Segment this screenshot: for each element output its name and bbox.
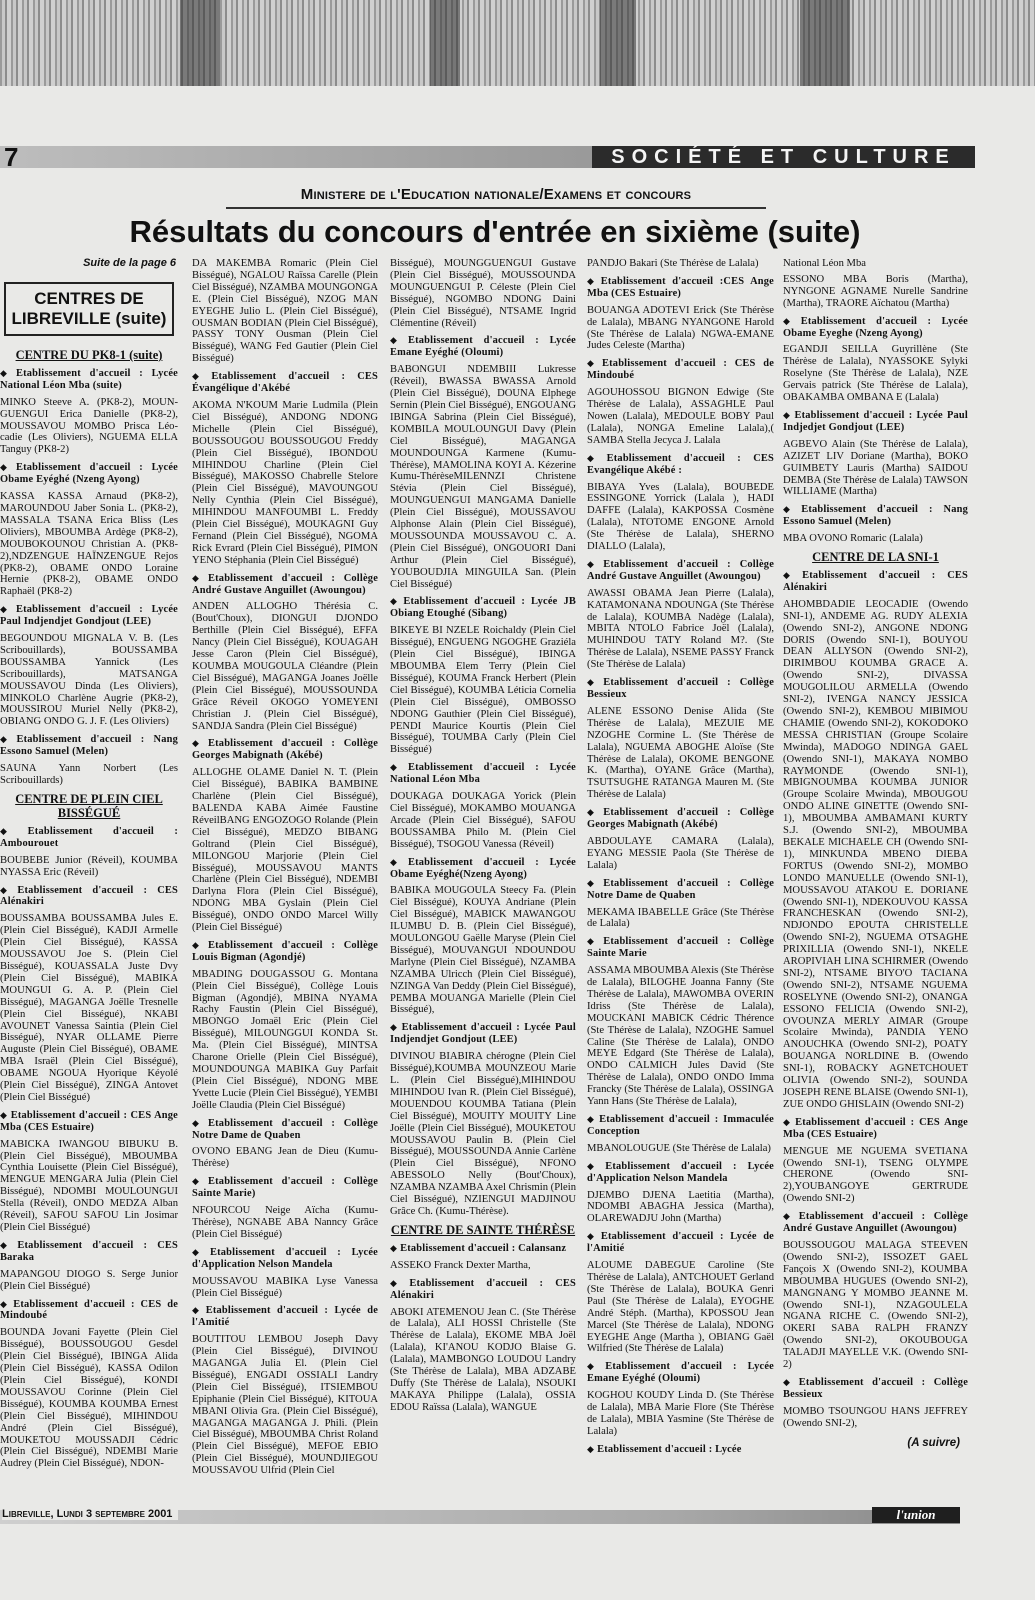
etablissement-label: Etablissement d'accueil : Lycée Emane Eyéghé (Oloumi) [587,1361,774,1385]
diamond-bullet-icon: ◆ [587,1231,598,1242]
student-list: AGBEVO Alain (Ste Thérèse de Lalala), AZIZET LIV Doriane (Martha), BOKO GUIMBETY Lauris (Martha) SAIDOU DEMBA (Ste Thérèse de Lalala) TAWSON WILLIAME (Martha) [783,438,968,498]
etablissement-label: Etablissement d'accueil : Lycée Obame Eyeghe (Nzeng Ayong) [783,315,968,339]
etablissement-heading [192,1305,378,1329]
student-list: BEGOUNDOU MIGNALA V. B. (Les Scribouillards), BOUSSAMBA BOUSSAMBA Yannick (Les Scribouillards), MATSANGA MOUSSAVOU Dinda (Les Oliviers), MINKOLO Charlène Augrie (PK8-2), MOUSSIROU Muriel Nelly (PK8-2), OBIANG ONDO G. J. F. (Les Oliviers) [0,633,178,728]
etablissement-heading [587,807,774,831]
etablissement-label: Etablissement d'accueil : CES Evangélique Akébé : [587,452,774,476]
scan-shadow [430,0,460,86]
etablissement-heading [0,826,178,850]
column-2-blocks [192,258,378,1477]
etablissement-heading [0,1110,178,1134]
etablissement-label: Etablissement d'accueil : Ambourouet [0,825,178,849]
diamond-bullet-icon: ◆ [0,462,13,473]
student-list: MBADING DOUGASSOU G. Montana (Plein Ciel Bisségué), Collège Louis Bigman (Agondjé), MBINA NYAMA Rachy Faustin (Plein Ciel Bisségué), MBONGO Jomaël Eric (Plein Ciel Bisségué), MILOUNGGUI KONDA St. Ma. (Plein Ciel Bisségué), MINTSA Charone Orielle (Plein Ciel Bisségué), MOUNDOUNGA MABIKA Guy Parfait (Plein Ciel Bisségué), NDONG MBE Yvette Lucie (Plein Ciel Bisségué), YEMBI Joëlle Claudia (Plein Ciel Bisségué) [192,968,378,1111]
diamond-bullet-icon: ◆ [0,884,15,895]
student-list: MEKAMA IBABELLE Grâce (Ste Thérèse de Lalala) [587,906,774,930]
footer-date: Libreville, Lundi 3 septembre 2001 [2,1508,178,1520]
etablissement-label: Etablissement d'accueil : Nang Essono Samuel (Melen) [0,734,178,758]
etablissement-heading [0,1240,178,1264]
etablissement-heading [783,316,968,340]
student-list: BOUANGA ADOTEVI Erick (Ste Thérèse de Lalala), MBANG NYANGONE Harold (Ste Thérèse de Lalala) NGWA-EMANE Judes Celeste (Martha) [587,304,774,352]
diamond-bullet-icon: ◆ [587,877,601,888]
student-list: BOUBEBE Junior (Réveil), KOUMBA NYASSA Eric (Réveil) [0,854,178,878]
student-list: EGANDJI SEILLA Guyrillène (Ste Thérèse de Lalala), NYASSOKE Sylyki Roselyne (Ste Thérèse de Lalala), NZE Gervais patrick (Ste Thérèse de Lalala), OBAKAMBA OMBANA E (Lalala) [783,344,968,404]
student-list: MBANOLOUGUE (Ste Thérèse de Lalala) [587,1142,771,1154]
etablissement-label: Etablissement d'accueil : Immaculée Conception [587,1114,774,1137]
etablissement-label: Etablissement d'accueil : Lycée Paul Indjedjet Gondjout (LEE) [783,409,968,433]
diamond-bullet-icon: ◆ [390,1277,407,1288]
etablissement-heading [192,1118,378,1142]
etablissement-heading [587,936,774,960]
diamond-bullet-icon: ◆ [0,1239,15,1250]
centre-heading: CENTRE DE LA SNI-1 [812,550,939,565]
column-2 [192,258,378,1578]
etablissement-heading [192,738,378,762]
etablissement-label: Etablissement d'accueil : Lycée Paul Indjendjet Gondjout (LEE) [0,604,178,628]
etablissement-label: Etablissement d'accueil : Nang Essono Samuel (Melen) [783,504,968,528]
student-list: AKOMA N'KOUM Marie Ludmila (Plein Ciel Bisségué), ANDONG NDONG Michelle (Plein Ciel Bisségué), BOUSSOUGOU BOUSSOUGOU Freddy (Plein Ciel Bisségué), IBONDOU MIHINDOU Charline (Plein Ciel Bisségué), MAKOSSO Chabrelle Stelore (Plein Ciel Bisségué), MAVOUNGOU Nelly Cynthia (Plein Ciel Bisségué), MIHINDOU MANFOUMBI L. Freddy (Plein Ciel Bisségué), MOUKAGNI Guy Fernand (Plein Ciel Bisségué), NGOMA Rick Evrard (Plein Ciel Bisségué), PIMON YENO Stéphania (Plein Ciel Bisségué) [192,399,378,566]
column-1-blocks [0,348,178,1470]
etablissement-label: Etablissement d'accueil : Collège Sainte Marie [587,936,774,960]
etablissement-label: Etablissement d'accueil : CES Évangélique d'Akébé [192,371,378,395]
diamond-bullet-icon: ◆ [192,1246,207,1257]
etablissement-label: Etablissement d'accueil : Lycée d'Application Nelson Mandela [587,1160,774,1184]
diamond-bullet-icon: ◆ [390,762,405,773]
student-list: BIBAYA Yves (Lalala), BOUBEDE ESSINGONE Yorrick (Lalala ), HADI DAFFE (Lalala), KAKPOSSA Cosmène (Lalala), NTOTOME ENGONE Arnold (Ste Thérèse de Lalala), SHERNO DIALLO (Lalala), [587,481,774,553]
student-list: ALENE ESSONO Denise Alida (Ste Thérèse de Lalala), MEZUIE ME NZOGHE Cormine L. (Ste Thérèse de Lalala), NGUEMA ABOGHE Aloïse (Ste Thérèse de Lalala), OKOME BENGONE K. (Martha), OYANE Grâce (Martha), TSUTSUGHE RATANGA Mauren M. (Ste Thérèse de Lalala) [587,705,774,801]
diamond-bullet-icon: ◆ [390,596,401,607]
etablissement-heading [587,276,774,300]
column-1 [0,258,178,1578]
diamond-bullet-icon: ◆ [390,335,405,346]
etablissement-heading [0,604,178,628]
etablissement-heading [0,368,178,392]
diamond-bullet-icon: ◆ [192,371,209,382]
etablissement-heading [587,878,774,902]
student-list: BOUSSOUGOU MALAGA STEEVEN (Owendo SNI-2), ISSOZET GAEL Fançois X (Owendo SNI-2), KOUMBA MBOUMBA HUGUES (Owendo SNI-2), MANGNANG Y MOMBO JEANNE M. (Owendo SNI-1), NZAGOULELA NGANA RICHE C. (Owendo SNI-2), OKERI SABA RALPH FRANZY (Owendo SNI-2), OKOUBOUGA TALADJI MAYELLE V.K. (Owendo SNI-2) [783,1239,968,1371]
etablissement-label: Etablissement d'accueil : Lycée [597,1443,742,1455]
etablissement-heading [390,762,576,786]
column-3-blocks [390,258,576,1414]
etablissement-label: Etablissement d'accueil : Collège Georges Mabignath (Akébé) [587,807,774,831]
diamond-bullet-icon: ◆ [783,409,792,420]
centre-heading: CENTRE DE PLEIN CIEL BISSÉGUÉ [15,791,163,820]
etablissement-heading [587,1161,774,1185]
diamond-bullet-icon: ◆ [587,677,601,688]
etablissement-label: Etablissement d'accueil : Lycée Paul Indjendjet Gondjout (LEE) [390,1022,576,1046]
diamond-bullet-icon: ◆ [390,1022,399,1033]
etablissement-label: Etablissement d'accueil : Collège Louis Bigman (Agondjé) [192,939,378,963]
etablissement-heading [192,573,378,597]
scan-shadow [800,0,850,86]
diamond-bullet-icon: ◆ [783,315,798,326]
etablissement-label: Etablissement d'accueil : Lycée JB Obiang Etoughé (Sibang) [390,596,576,620]
etablissement-heading [390,1243,576,1255]
etablissement-label: Etablissement d'accueil : CES Alénakiri [390,1277,576,1301]
etablissement-label: Etablissement d'accueil : Collège Georges Mabignath (Akébé) [192,738,378,762]
diamond-bullet-icon: ◆ [587,1160,603,1171]
etablissement-heading [783,1117,968,1141]
etablissement-label: Etablissement d'accueil : Collège Bessieux [587,677,774,700]
student-list: ABDOULAYE CAMARA (Lalala), EYANG MESSIE Paola (Ste Thérèse de Lalala) [587,835,774,871]
student-list: BABONGUI NDEMBIII Lukresse (Réveil), BWASSA BWASSA Arnold (Plein Ciel Bisségué), DOUNA Elphege Sernin (Plein Ciel Bisségué), ENGOUANG IBINGA Sabrina (Plein Ciel Bisségué), KOMBILA MOULOUNGUI Davy (Plein Ciel Bisségué), MAGANGA MOUNDOUNGA Karmene (Kumu-Thérèse), MAMOLINA KOYI A. Kézerine Kumu-ThérèseMILENNZI Christene Stévia (Plein Ciel Bisségué), MOUNGUENGUI MANGAMA Danielle (Plein Ciel Bisségué), MOUSSAVOU Alphonse Alain (Plein Ciel Bisségué), MOUSSOUNDA MOUSSAVOU C. A. (Plein Ciel Bisségué), ONGOUORI Dani Arthur (Plein Ciel Bisségué), YOUBOUDJIA MINGUILA San. (Plein Ciel Bisségué) [390,364,576,590]
diamond-bullet-icon: ◆ [783,1116,793,1127]
student-list: DIVINOU BIABIRA chérogne (Plein Ciel Bisségué),KOUMBA MOUNZEOU Marie L. (Plein Ciel Bisségué),MIHINDOU MIHINDOU Ivan R. (Plein Ciel Bisségué), MOUENDOU KOUMBA Tatiana (Plein Ciel Bisségué), MOUITY MOUITY Line Joëlle (Plein Ciel Bisségué), MOUKETOU MOUSSAVOU Paulin B. (Plein Ciel Bisségué), MOUSSOUNDA Annie Carlène (Plein Ciel Bisségué), NFONO ABESSOLO Nelly (Bout'Choux), NZAMBA NZAMBA Axel Chrismin (Plein Ciel Bisségué), NZIENGUI MADJINOU Grâce Ch. (Kumu-Thérèse). [390,1051,576,1217]
etablissement-heading [192,940,378,964]
etablissement-label: Etablissement d'accueil : Collège André Gustave Anguillet (Awoungou) [192,572,378,596]
etablissement-heading [192,1176,378,1200]
diamond-bullet-icon: ◆ [0,1109,8,1120]
etablissement-heading [390,596,576,620]
diamond-bullet-icon: ◆ [192,572,206,583]
etablissement-heading [0,734,178,758]
student-list: AGOUHOSSOU BIGNON Edwige (Ste Thérèse de Lalala), ASSAGHLE Paul Nowen (Lalala), MEDOULE BOBY Paul (Lalala), NONGA Emeline Lalala),( SAMBA Stella Jecyca J. Lalala [587,387,774,446]
student-list: BOUSSAMBA BOUSSAMBA Jules E. (Plein Ciel Bisségué), KADJI Armelle (Plein Ciel Bisségué), KASSA MOUSSAVOU Joe S. (Plein Ciel Bisségué), KOUASSALA Juste Dvy (Plein Ciel Bisségué), MABIKA MOUNGUI G. A. P. (Plein Ciel Bisségué), MAGANGA Joëlle Tresnelle (Plein Ciel Bisségué), NKABI AVOUNET Vanessa Saintia (Plein Ciel Bisségué), NYAR OLLAME Pierre Auguste (Plein Ciel Bisségué), OBAME MBA Israël (Plein Ciel Bisségué), OBAME NGOUA Hyorique Kéyolé (Plein Ciel Bisségué), ZINGA Antovet (Plein Ciel Bisségué) [0,913,178,1103]
student-list: MABICKA IWANGOU BIBUKU B. (Plein Ciel Bisségué), MBOUMBA Cynthia Louisette (Plein Ciel Bisségué), MENGUE MENGARA Julia (Plein Ciel Bisségué), NDOMBI MOULOUNGUI Stella (Réveil), ONDO MEDZA Alban (Réveil), SAFOU SAFOU Lin Josimar (Plein Ciel Bisségué) [0,1138,178,1233]
newspaper-page [0,86,1035,1600]
student-list: ALOUME DABEGUE Caroline (Ste Thérèse de Lalala), ANTCHOUET Gerland (Ste Thérèse de Lalala), BOUKA Genri Paul (Ste Thérèse de Lalala), EYOGHE André Stéph. (Martha), KPOSSOU Jean Marcel (Ste Thérèse de Lalala), NDONG EYEGHE Ange (Martha ), OBIANG Gaël Wilfried (Ste Thérèse de Lalala) [587,1260,774,1355]
etablissement-heading [192,1247,378,1271]
diamond-bullet-icon: ◆ [783,1376,796,1387]
scan-shadow [600,0,636,86]
etablissement-label: Etablissement d'accueil : CES de Mindoubé [587,358,774,382]
etablissement-label: Etablissement d'accueil : Lycée National Léon Mba [390,762,576,786]
student-list: DA MAKEMBA Romaric (Plein Ciel Bisségué), NGALOU Raïssa Carelle (Plein Ciel Bisségué), NZAMBA MOUNGONGA E. (Plein Ciel Bisségué), NZOG MAN EYEGHE Julio L. (Plein Ciel Bisségué), OUSMAN BODIAN (Plein Ciel Bisségué), PASSY TONY Ousman (Plein Ciel Bisségué), WANG Fed Gautier (Plein Ciel Bisségué) [192,258,378,365]
etablissement-heading [587,1231,774,1255]
continued-note: (A suivre) [907,1436,960,1449]
diamond-bullet-icon: ◆ [192,738,206,749]
student-list: ESSONO MBA Boris (Martha), NYNGONE AGNAME Nurelle Sandrine (Martha), TRAORE Aïchatou (Martha) [783,273,968,309]
section-title: SOCIÉTÉ ET CULTURE [592,146,975,168]
etablissement-label: Etablissement d'accueil : Calansanz [400,1242,567,1254]
etablissement-heading [390,1278,576,1302]
diamond-bullet-icon: ◆ [0,604,13,615]
student-list: MBA OVONO Romaric (Lalala) [783,533,923,545]
diamond-bullet-icon: ◆ [390,856,405,867]
scan-shadow [180,0,220,86]
etablissement-heading [0,1299,178,1323]
diamond-bullet-icon: ◆ [587,558,601,569]
etablissement-heading [783,1377,968,1401]
etablissement-label: Etablissement d'accueil : Collège Notre Dame de Quaben [192,1117,378,1141]
heading-rule [226,207,766,209]
student-list: ASSAMA MBOUMBA Alexis (Ste Thérèse de Lalala), BILOGHE Joanna Fanny (Ste Thérèse de Lalala), MAWOMBA OVERIN Idriss (Ste Thérèse de Lalala), MOUCKANI MABICK Cédric Thérence (Ste Thérèse de Lalala), NZOGHE Samuel Caline (Ste Thérèse de Lalala), ONDO MEYE Edgard (Ste Thérèse de Lalala), ONDO CALMICH Jules David (Ste Thérèse de Lalala), ONDO ONDO Imma Francky (Ste Thérèse de Lalala), OSSINGA Yann Hans (Ste Thérèse de Lalala), [587,965,774,1108]
student-list: MOMBO TSOUNGOU HANS JEFFREY (Owendo SNI-2), [783,1405,968,1429]
student-list: BABIKA MOUGOULA Steecy Fa. (Plein Ciel Bisségué), KOUYA Andriane (Plein Ciel Bisségué), MABICK MAWANGOU ILUMBU D. B. (Plein Ciel Bisségué), MOULONGOU Gaëlle Maryse (Plein Ciel Bisségué), MOUVANGUI NDOUNDOU Marlyne (Plein Ciel Bisségué), NZAMBA NZAMBA Ulricch (Plein Ciel Bisségué), NZINGA Van Deddy (Plein Ciel Bisségué), PEMBA MOUANGA Marielle (Plein Ciel Bisségué), [390,885,576,1016]
student-list: SAUNA Yann Norbert (Les Scribouillards) [0,763,178,786]
student-list: ALLOGHE OLAME Daniel N. T. (Plein Ciel Bisségué), BABIKA BAMBINE Charlène (Plein Ciel Bisségué), BALENDA KABA Aimée Faustine RéveilBANG ENGOZOGO Rolande (Plein Ciel Bisségué), MEDZO BIBANG Goltrand (Plein Ciel Bisségué), MILONGOU Marjorie (Plein Ciel Bisségué), MOUSSAVOU MANTS Charlène (Plein Ciel Bisségué), NDEMBI Darlyna Flora (Plein Ciel Bisségué), NDONG MBA Gyslain (Plein Ciel Bisségué), ONDO ONDO Marcel Willy (Plein Ciel Bisségué) [192,767,378,934]
student-list: DJEMBO DJENA Laetitia (Martha), NDOMBI ABAGHA Jessica (Martha), OLAREWADJU John (Martha) [587,1189,774,1225]
diamond-bullet-icon: ◆ [587,936,601,947]
etablissement-heading [587,559,774,583]
diamond-bullet-icon: ◆ [192,1117,206,1128]
etablissement-label: Etablissement d'accueil : Lycée Obame Eyéghé(Nzeng Ayong) [390,856,576,880]
etablissement-label: Etablissement d'accueil : Collège Sainte Marie) [192,1176,378,1200]
etablissement-heading [587,358,774,382]
etablissement-label: Etablissement d'accueil : CES Ange Mba (CES Estuaire) [0,1109,178,1133]
etablissement-label: Etablissement d'accueil : CES Ange Mba (CES Estuaire) [783,1116,968,1140]
etablissement-heading [783,1211,968,1235]
student-list: KOGHOU KOUDY Linda D. (Ste Thérèse de Lalala), MBA Marie Flore (Ste Thérèse de Lalala), MBIA Yasmine (Ste Thérèse de Lalala) [587,1390,774,1437]
student-list: MAPANGOU DIOGO S. Serge Junior (Plein Ciel Bisségué) [0,1268,178,1292]
diamond-bullet-icon: ◆ [0,1298,11,1309]
etablissement-heading [587,1114,774,1138]
etablissement-heading [390,857,576,881]
student-list: BOUTITOU LEMBOU Joseph Davy (Plein Ciel Bisségué), DIVINOU MAGANGA Julia El. (Plein Ciel Bisségué), ENGADI OSSIALI Landry (Plein Ciel Bisségué), ITSIEMBOU Epiphanie (Plein Ciel Bisségué), KITOUA MBANI Olivia Gra. (Plein Ciel Bisségué), MAGANGA MAGANGA J. Phili. (Plein Ciel Bisségué), MBOUMBA Christ Roland (Plein Ciel Bisségué), MEFOE EBIO (Plein Ciel Bisségué), MOUNDJIEGOU MOUSSAVOU Ulfrid (Plein Ciel [192,1334,378,1477]
diamond-bullet-icon: ◆ [587,1443,595,1454]
etablissement-label: Etablissement d'accueil : Collège Bessieux [783,1376,968,1400]
student-list: AWASSI OBAMA Jean Pierre (Lalala), KATAMONANA NDOUNGA (Ste Thérèse de Lalala), KOUMBA Nadège (Lalala), MBITA NTOLO Fabrice Joël (Lalala), MUHINDOU TATY Roland M?. (Ste Thérèse de Lalala), NSEME PASSY Franck (Ste Thérèse de Lalala) [587,587,774,671]
diamond-bullet-icon: ◆ [587,1361,603,1372]
column-4 [587,258,774,1578]
diamond-bullet-icon: ◆ [587,275,598,286]
student-list: BOUNDA Jovani Fayette (Plein Ciel Bisségué), BOUSSOUGOU Gesdel (Plein Ciel Bisségué), IBINGA Alida (Plein Ciel Bisségué), KASSA Odilon (Plein Ciel Bisségué), KONDI MOUSSAVOU Corinne (Plein Ciel Bisségué), KOUMBA KOUMBA Ernest (Plein Ciel Bisségué), MIHINDOU André (Plein Ciel Bisségué), MOUKETOU MOUSSADJI Cédric (Plein Ciel Bisségué), NDEMBI Marie Audrey (Plein Ciel Bisségué), NDON- [0,1327,178,1470]
diamond-bullet-icon: ◆ [587,807,601,818]
diamond-bullet-icon: ◆ [0,825,25,836]
diamond-bullet-icon: ◆ [192,939,206,950]
centre-heading: CENTRE DU PK8-1 (suite) [15,347,163,362]
etablissement-heading [587,1444,774,1456]
etablissement-label: Etablissement d'accueil : CES Alénakiri [0,884,178,908]
etablissement-heading [783,410,968,434]
student-list: DOUKAGA DOUKAGA Yorick (Plein Ciel Bisségué), MOKAMBO MOUANGA Arcade (Plein Ciel Bisségué), SAFOU BOUSSAMBA Philo M. (Plein Ciel Bisségué), TSOGOU Vanessa (Réveil) [390,791,576,850]
scan-top-edge [0,0,1035,86]
etablissement-heading [783,570,968,594]
etablissement-label: Etablissement d'accueil : Lycée de l'Amitié [192,1305,378,1329]
etablissement-heading [587,453,774,477]
student-list: AHOMBDADIE LEOCADIE (Owendo SNI-1), ANDEME AG. RUDY ALEXIA (Owendo SNI-2), ANGONE NDONG DORIS (Owendo SNI-1), BOUYOU DEAN ALLYSON (Owendo SNI-2), DIRIMBOU KOUMBA GRACE A. (Owendo SNI-2), DIVASSA MOUGOLILOU ARMELLA (Owendo SNI-2), IVENGA NANCY JESSICA (Owendo SNI-2), KEMBOU MIBIMOU CHAMIE (Owendo SNI-2), KOKODOKO MESSA CHRISTIAN (Groupe Scolaire Mwinda), MADOGO NDINGA GAEL (Owendo SNI-1), MAKAYA NOMBO RAYMONDE (Owendo SNI-1), MBIGNOUMBA KOUMBA JUNIOR (Groupe Scolaire Mwinda), MBOUGOU ONDO ALINE GINETTE (Owendo SNI-1), MBOUMBA AMBAMANI KURTY S.J. (Owendo SNI-2), MBOUMBA BEKALE MICHAELE CH (Owendo SNI-1), MINKUNDA MBENO DIEBA FORTUS (Owendo SNI-2), MOMBO LONDO MANUELLE (Owendo SNI-1), MOUSSAVOU ATAKOU E. DORIANE (Owendo SNI-1), NDEKOUVOU KASSA FRANCHESKAN (Owendo SNI-2), NDJONDO EPOUTA CHRISTELLE (Owendo SNI-2), NGUEMA OTSAGHE PRIXILLIA (Owendo SNI-1), NKELE AROPIVIAH LINA SCHIRMER (Owendo SNI-2), NTSAME BIYO'O TACIANA (Owendo SNI-2), NTSAME NGUEMA ROSELYNE (Owendo SNI-2), ONANGA ESSONO FELICIA (Owendo SNI-2), OVOUNZA MERLY AIMAR (Groupe Scolaire Mwinda), PANDIA YENO ANOUCHKA (Owendo SNI-2), POATY BOUANGA NORLDINE B. (Owendo SNI-1), ROBACKY AGNETCHOUET OLIVIA (Owendo SNI-2), SOUNDA JOSEPH RENE BLAISE (Owendo SNI-1), ZUE ONDO GHISLAIN (Owendo SNI-2) [783,598,968,1110]
ministry-heading: Ministere de l'Education nationale/Examens et concours [300,186,692,203]
etablissement-label: Etablissement d'accueil : CES Alénakiri [783,570,968,593]
student-list: NFOURCOU Neige Aïcha (Kumu-Thérèse), NGNABE ABA Nanncy Grâce (Plein Ciel Bisségué) [192,1205,378,1240]
student-list: MENGUE ME NGUEMA SVETIANA (Owendo SNI-1), TSENG OLYMPE CHERONE (Owendo SNI-2),YOUBANGOYE GERTRUDE (Owendo SNI-2) [783,1145,968,1205]
diamond-bullet-icon: ◆ [587,358,600,369]
column-4-blocks [587,258,774,1456]
etablissement-label: Etablissement d'accueil : CES de Mindoubé [0,1298,178,1322]
column-3 [390,258,576,1578]
newspaper-logo: l'union [872,1507,960,1523]
student-list: MOUSSAVOU MABIKA Lyse Vanessa (Plein Ciel Bisségué) [192,1275,378,1299]
student-list: ASSEKO Franck Dexter Martha, [390,1259,531,1271]
column-5 [783,258,968,1578]
etablissement-label: Etablissement d'accueil : Lycée Emane Eyéghé (Oloumi) [390,335,576,359]
suite-note: Suite de la page 6 [83,258,176,269]
section-box: CENTRES DE LIBREVILLE (suite) [4,282,174,336]
etablissement-heading [0,462,178,486]
etablissement-heading [587,677,774,701]
page-number: 7 [4,142,19,172]
etablissement-heading [587,1361,774,1385]
diamond-bullet-icon: ◆ [390,1242,398,1253]
etablissement-label: Etablissement d'accueil : Lycée National Léon Mba (suite) [0,367,178,391]
student-list: ANDEN ALLOGHO Thérésia C. (Bout'Choux), DIONGUI DJONDO Berthille (Plein Ciel Bisségué), EFFA Nancy (Plein Ciel Bisségué), KOUAGAH Jesse Caron (Plein Ciel Bisségué), KOUMBA MOUGOULA Cléandre (Plein Ciel Bisségué), MAGANGA Joanes Joëlle (Plein Ciel Bisségué), MOUSSOUNDA Grâce Réveil OKOGO YOMEYENI Christian J. (Plein Ciel Bisségué), SANDJA Sandra (Plein Ciel Bisségué) [192,601,378,732]
etablissement-label: Etablissement d'accueil : Collège André Gustave Anguillet (Awoungou) [587,558,774,582]
headline: Résultats du concours d'entrée en sixième (suite) [129,214,861,249]
student-list: Bisségué), MOUNGGUENGUI Gustave (Plein Ciel Bisségué), MOUSSOUNDA MOUNGUENGUI P. Céleste (Plein Ciel Bisségué), NGOMBO NDONG Daini (Plein Ciel Bisségué), NTSAME Ingrid Clémentine (Réveil) [390,258,576,329]
etablissement-heading [390,1022,576,1046]
student-list: KASSA KASSA Arnaud (PK8-2), MAROUNDOU Jaber Sonia L. (PK8-2), MASSALA TSANA Erica Bliss (Les Oliviers), MBOUMBA Ardège (PK8-2), MOUBOKOUNOU Christian A. (PK8-2),NDZENGUE HAÏNZENGUE Rejos (PK8-2), OBAME ONDO Loraine Hernie (PK8-2), OBAME ONDO Raphaël (PK8-2) [0,491,178,598]
student-list: OVONO EBANG Jean de Dieu (Kumu-Thérèse) [192,1146,378,1170]
student-list: ABOKI ATEMENOU Jean C. (Ste Thérèse de Lalala), ALI HOSSI Christelle (Ste Thérèse de Lalala), EKOME MBA Joël (Lalala), KI'ANOU KODJO Blaise G. (Lalala), MAMBONGO LOUDOU Landry (Ste Thérèse de Lalala), MBA ADZABE Duffy (Ste Thérèse de Lalala), NSOUKI MAKAYA Philippe (Lalala), OSSIA EDOU Raïssa (Lalala), WANGUE [390,1306,576,1413]
diamond-bullet-icon: ◆ [192,1176,206,1187]
diamond-bullet-icon: ◆ [192,1305,203,1316]
etablissement-heading [783,504,968,528]
student-list: MINKO Steeve A. (PK8-2), MOUN-GUENGUI Erica Danielle (PK8-2), MOUSSAVOU MOMBO Prisca Léo-cadie (Les Oliviers), NGUEMA ELLA Tanguy (PK8-2) [0,396,178,456]
etablissement-label: Etablissement d'accueil : Lycée Obame Eyéghé (Nzeng Ayong) [0,462,178,486]
etablissement-heading [0,885,178,909]
etablissement-label: Etablissement d'accueil : Collège Notre Dame de Quaben [587,877,774,901]
etablissement-label: Etablissement d'accueil : Collège André Gustave Anguillet (Awoungou) [783,1211,968,1235]
etablissement-label: Etablissement d'accueil : Lycée de l'Amitié [587,1231,774,1255]
student-list: National Léon Mba [783,258,866,269]
column-5-blocks [783,258,968,1430]
diamond-bullet-icon: ◆ [587,452,604,463]
diamond-bullet-icon: ◆ [783,504,799,515]
diamond-bullet-icon: ◆ [783,1211,796,1222]
diamond-bullet-icon: ◆ [587,1114,597,1124]
etablissement-heading [192,371,378,395]
etablissement-label: Etablissement d'accueil : CES Baraka [0,1239,178,1263]
student-list: PANDJO Bakari (Ste Thérèse de Lalala) [587,258,759,269]
etablissement-label: Etablissement d'accueil :CES Ange Mba (CES Estuaire) [587,275,774,299]
diamond-bullet-icon: ◆ [0,734,14,745]
etablissement-label: Etablissement d'accueil : Lycée d'Application Nelson Mandela [192,1246,378,1270]
diamond-bullet-icon: ◆ [0,367,13,378]
centre-heading: CENTRE DE SAINTE THÉRÈSE [390,1222,576,1237]
etablissement-heading [390,335,576,359]
diamond-bullet-icon: ◆ [783,570,800,581]
student-list: BIKEYE BI NZELE Roichaldy (Plein Ciel Bisségué), ENGUENG NGOGHE Graziéla (Plein Ciel Bisségué), IBINGA MBOUMBA Elem Terry (Plein Ciel Bisségué), KOUMA Franck Herbert (Plein Ciel Bisségué), KOUMBA Léticia Cornelia (Plein Ciel Bisségué), OMBOSSO NDONG Gauthier (Plein Ciel Bisségué), PENDI Maurice Kourtis (Plein Ciel Bisségué), TOUMBA Carly (Plein Ciel Bisségué) [390,625,576,756]
